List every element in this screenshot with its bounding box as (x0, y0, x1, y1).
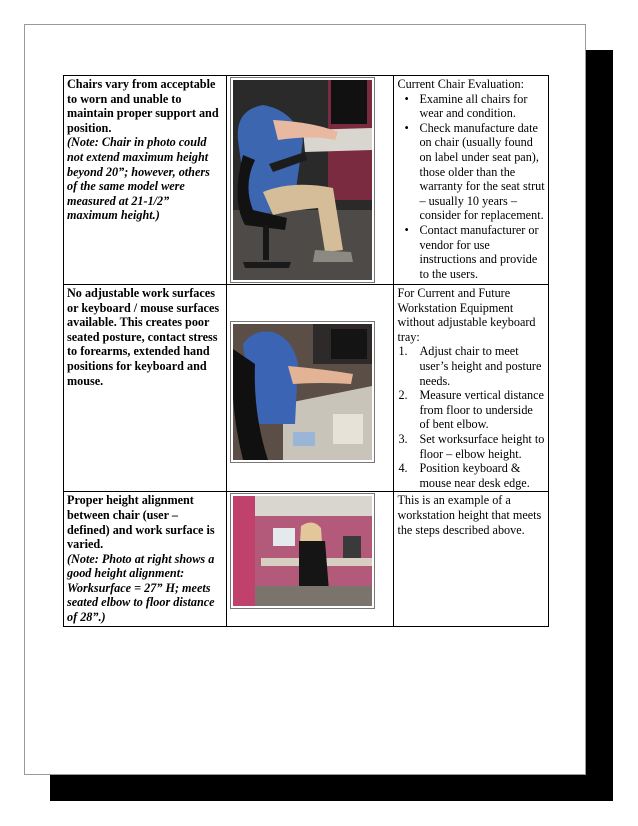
ergonomics-table (63, 75, 549, 627)
issue-text: Proper height alignment between chair (user – defined) and work surface is varied. (67, 493, 215, 552)
list-item (398, 461, 545, 490)
recommendation-cell (394, 76, 549, 285)
issue-note: (Note: Chair in photo could not extend maximum height beyond 20”; however, others of the same model were measured at 21-1/2” maximum height.) (67, 135, 210, 223)
steps-list (397, 344, 545, 490)
table-row (64, 285, 549, 492)
photo-cell (226, 76, 394, 285)
step-number: 2. (398, 388, 408, 403)
list-item (398, 431, 545, 461)
issue-cell (64, 492, 227, 626)
step-number: 1. (398, 344, 408, 359)
example-text: This is an example of a workstation height that meets the steps described above. (397, 493, 542, 537)
workstation-photo (230, 321, 375, 463)
step-text: Position keyboard & mouse near desk edge. (419, 461, 530, 490)
list-item (398, 344, 545, 388)
recommendation-cell (394, 285, 549, 492)
issue-text: No adjustable work surfaces or keyboard / mouse surfaces available. This creates poor seated posture, contact stress to forearms, extended hand positions for keyboard and mouse. (67, 286, 220, 388)
step-number: 4. (398, 461, 408, 476)
recommendation-heading: Current Chair Evaluation: (397, 77, 525, 91)
photo-cell (226, 285, 394, 492)
recommendation-cell (394, 492, 549, 626)
step-text: Measure vertical distance from floor to underside of bent elbow. (419, 388, 544, 432)
list-item (398, 388, 545, 432)
issue-cell (64, 285, 227, 492)
table-row (64, 492, 549, 626)
issue-note: (Note: Photo at right shows a good height alignment: Worksurface = 27” H; meets seated elbow to floor distance of 28”.) (67, 551, 215, 625)
list-item: • Contact manufacturer or vendor for use instructions and provide to the users. (419, 223, 545, 281)
recommendation-heading: For Current and Future Workstation Equipment without adjustable keyboard tray: (397, 286, 536, 344)
list-item: • Check manufacture date on chair (usually found on label under seat pan), those older than the warranty for the seat strut – usually 10 years – consider for replacement. (419, 121, 545, 223)
issue-text: Chairs vary from acceptable to worn and unable to maintain proper support and position. (67, 77, 219, 135)
evaluation-list (397, 92, 545, 282)
table-row (64, 76, 549, 285)
photo-cell (226, 492, 394, 626)
step-text: Adjust chair to meet user’s height and posture needs. (419, 344, 542, 388)
issue-cell (64, 76, 227, 285)
cubicle-photo (230, 493, 375, 609)
chair-photo (230, 77, 375, 283)
step-text: Set worksurface height to floor – elbow height. (419, 431, 545, 461)
step-number: 3. (398, 431, 408, 446)
list-item: • Examine all chairs for wear and condition. (419, 92, 545, 121)
